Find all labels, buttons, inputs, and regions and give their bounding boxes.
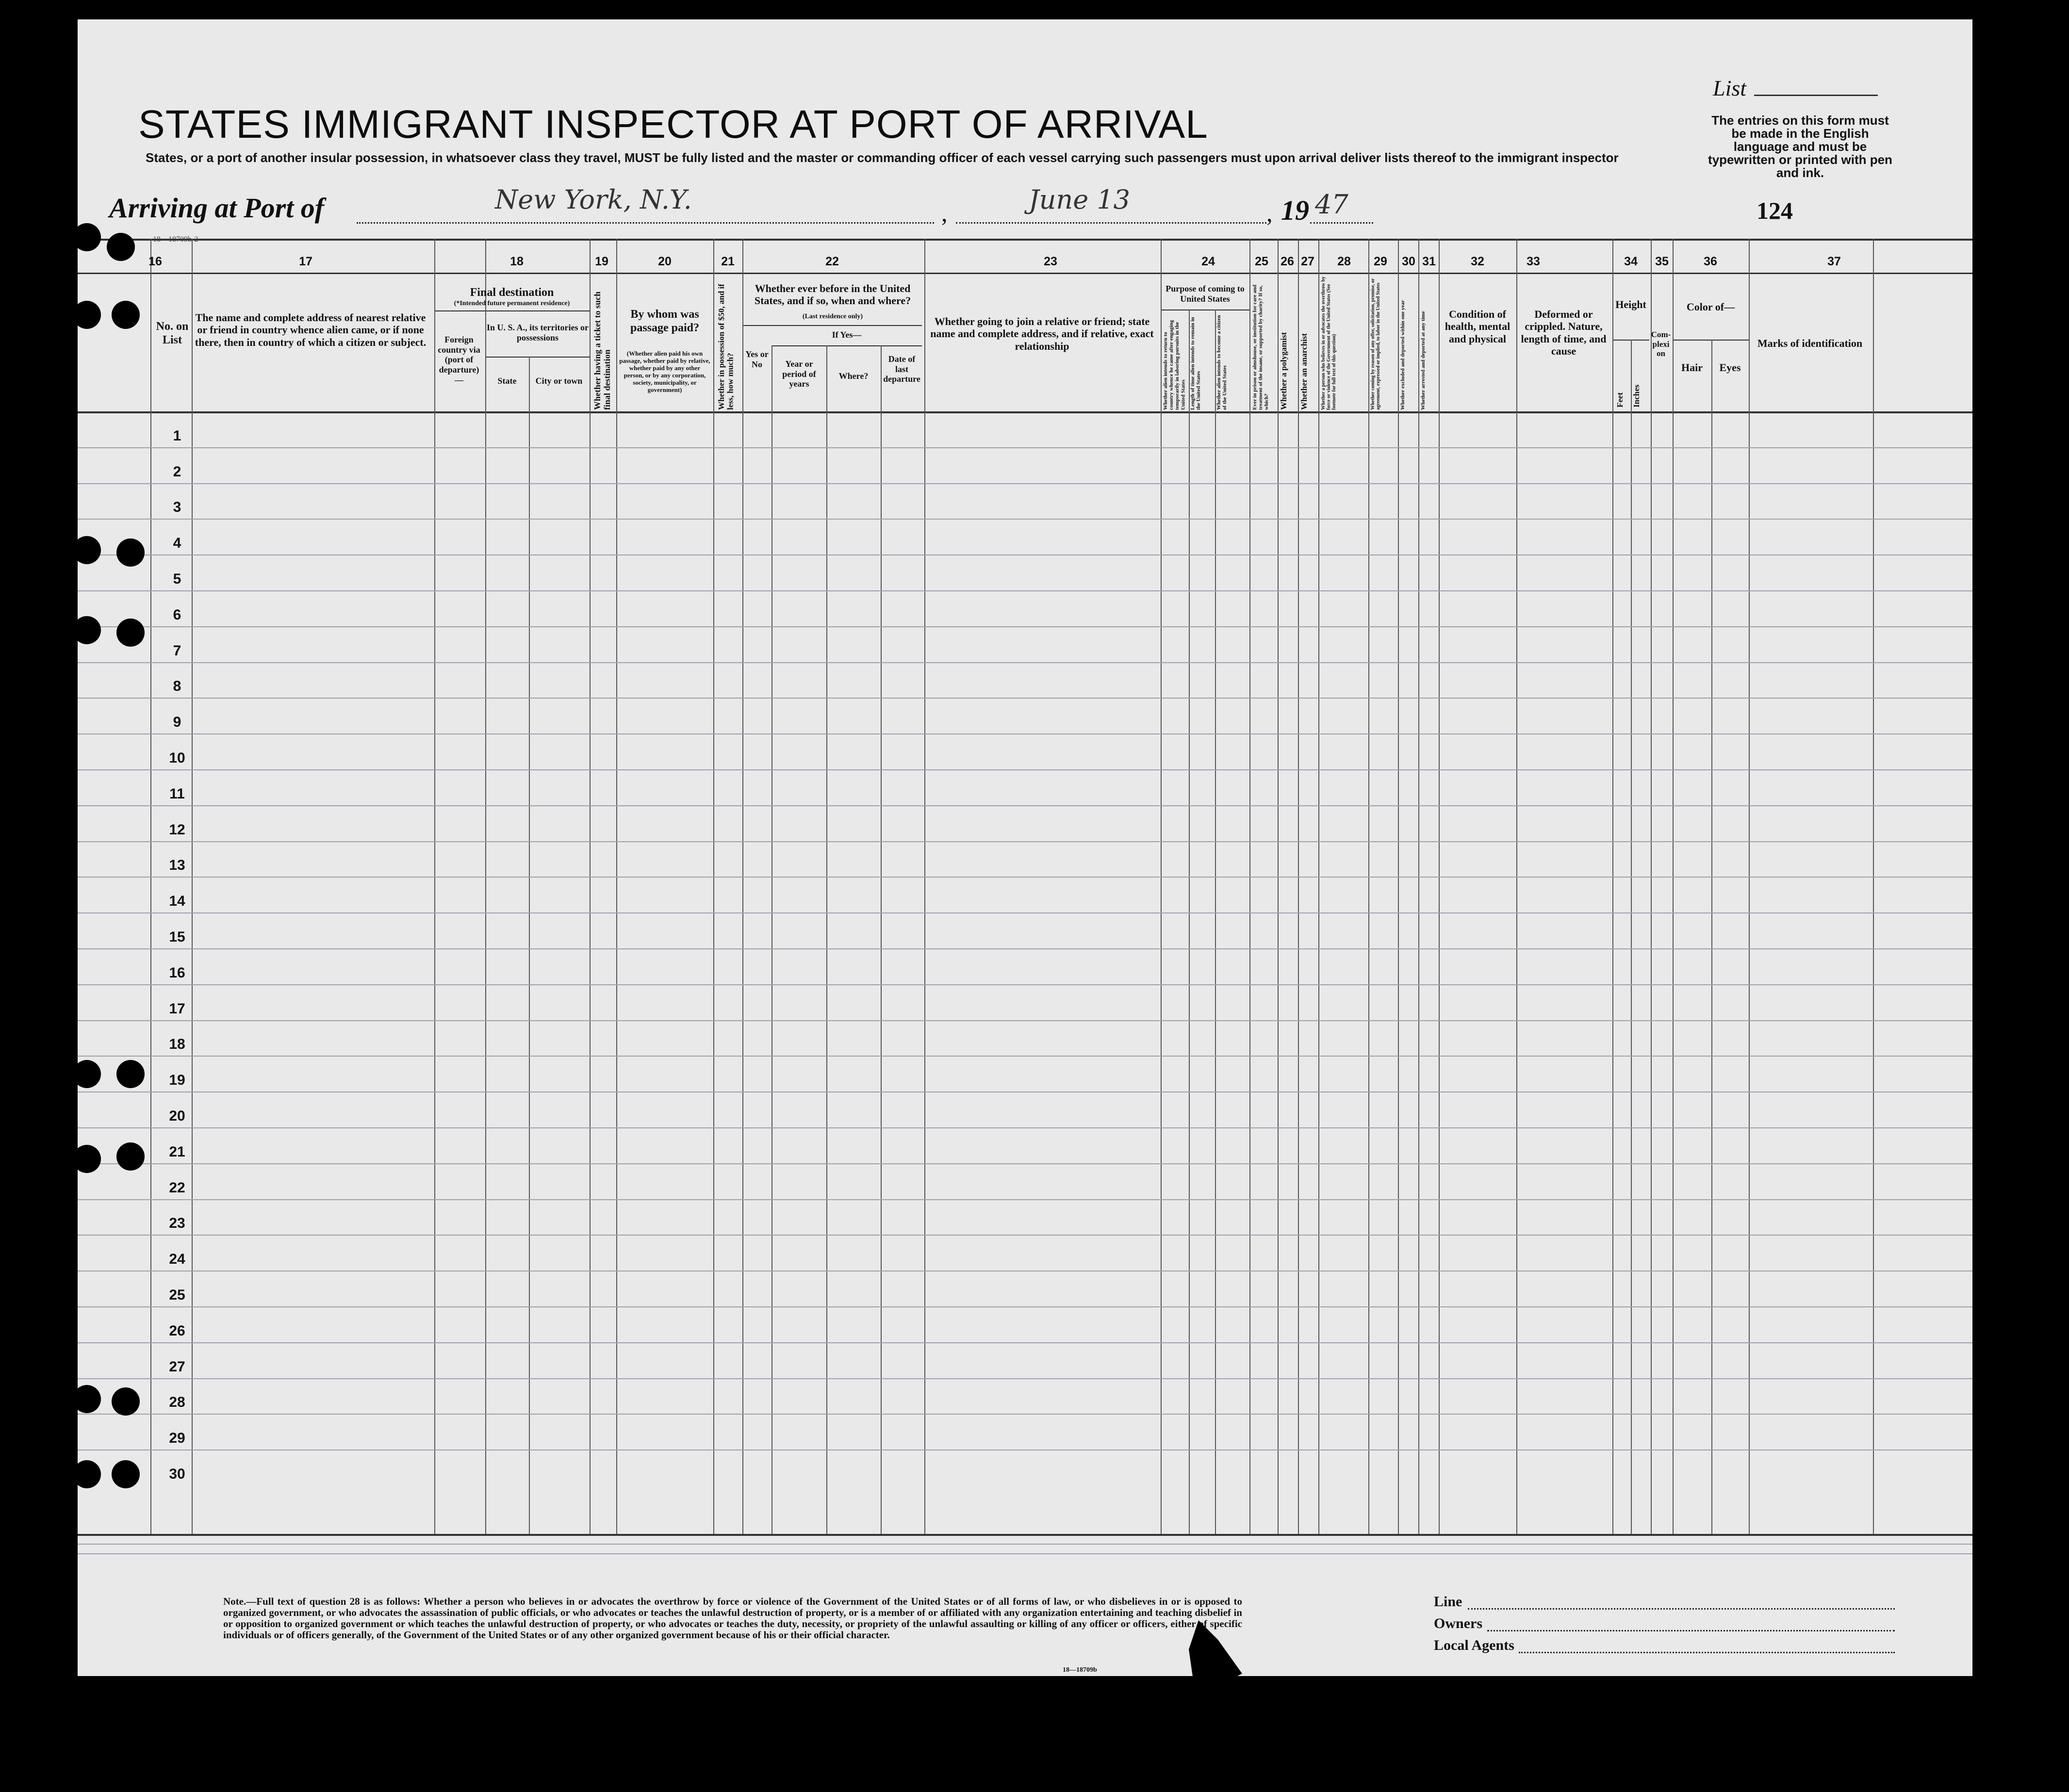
footer-form-code: 18—18709b xyxy=(1063,1666,1097,1674)
header-by-whom-note: (Whether alien paid his own passage, whether paid by relative, whether paid by any other person, or by any corporation, society, municipality, or government) xyxy=(619,350,710,393)
header-complexion: Com-plexion xyxy=(1651,330,1671,358)
header-purpose: Purpose of coming to United States xyxy=(1166,284,1245,304)
grid-subcolumn-line xyxy=(1189,310,1190,1534)
row-line xyxy=(78,590,1972,591)
grid-column-line xyxy=(1873,239,1874,1534)
row-line xyxy=(78,1199,1972,1200)
row-line xyxy=(78,519,1972,520)
row-line xyxy=(78,1091,1972,1092)
grid-column-line xyxy=(1398,239,1399,1534)
header-final-destination-note: (*Intended future permanent residence) xyxy=(454,300,570,307)
grid-subcolumn-line xyxy=(1215,310,1216,1534)
row-line xyxy=(78,483,1972,484)
grid-column-line xyxy=(1249,239,1250,1534)
grid-column-line xyxy=(1161,239,1162,1534)
row-number: 13 xyxy=(169,857,185,874)
ever-before-subline xyxy=(742,325,922,326)
year-prefix: 19 xyxy=(1281,195,1309,226)
grid-column-line xyxy=(1368,239,1369,1534)
grid-column-line xyxy=(742,239,743,1534)
row-line xyxy=(78,1163,1972,1164)
row-line xyxy=(78,805,1972,806)
column-number-25: 25 xyxy=(1255,255,1268,268)
header-q29: Whether coming by reason of any offer, solicitation, promise, or agreement, expressed or implied, to labor in the United States xyxy=(1370,278,1381,410)
line-label: Line xyxy=(1434,1594,1462,1610)
row-line xyxy=(78,1235,1972,1236)
header-yes-no: Yes or No xyxy=(745,349,769,369)
header-marks: Marks of identification xyxy=(1757,337,1863,349)
header-bottom-border xyxy=(78,411,1972,413)
date-handwritten: June 13 xyxy=(1029,184,1131,215)
row-line xyxy=(78,554,1972,555)
list-label: List xyxy=(1713,76,1747,100)
row-line xyxy=(78,1553,1972,1554)
header-height: Height xyxy=(1615,298,1646,310)
column-number-22: 22 xyxy=(825,255,839,268)
column-number-37: 37 xyxy=(1827,255,1841,268)
column-number-24: 24 xyxy=(1201,255,1215,268)
grid-column-line xyxy=(1516,239,1517,1534)
year-handwritten: 47 xyxy=(1315,189,1348,220)
header-join-relative: Whether going to join a relative or friend; state name and complete address, and if relative, exact relationship xyxy=(930,315,1154,352)
header-q31: Whether arrested and deported at any time xyxy=(1420,311,1426,410)
grid-column-line xyxy=(1439,239,1440,1534)
header-last-residence: (Last residence only) xyxy=(802,313,863,320)
row-number: 4 xyxy=(173,535,181,552)
header-city: City or town xyxy=(535,376,583,386)
row-number: 9 xyxy=(173,714,181,731)
header-ever-before: Whether ever before in the United States, and if so, when and where? xyxy=(754,282,911,307)
row-number: 26 xyxy=(169,1322,185,1339)
row-number: 6 xyxy=(173,606,181,623)
punch-hole xyxy=(116,1142,145,1171)
row-number: 15 xyxy=(169,929,185,945)
punch-hole xyxy=(78,1460,101,1488)
row-number: 29 xyxy=(169,1430,185,1447)
punch-hole xyxy=(78,1385,101,1413)
header-year-period: Year or period of years xyxy=(782,359,816,389)
row-line xyxy=(78,1414,1972,1415)
manifest-sheet xyxy=(78,19,1972,1676)
column-number-36: 36 xyxy=(1704,255,1717,268)
header-q28: Whether a person who believes in or advocates the overthrow by force or violence of the Government of the United States (See footnote for full text of this question) xyxy=(1321,277,1337,410)
row-line xyxy=(78,1056,1972,1057)
column-number-30: 30 xyxy=(1402,255,1415,268)
row-number: 7 xyxy=(173,642,181,659)
header-feet: Feet xyxy=(1615,392,1625,407)
column-number-26: 26 xyxy=(1281,255,1294,268)
header-ticket: Whether having a ticket to such final destination xyxy=(592,291,612,410)
grid-column-line xyxy=(1298,239,1299,1534)
row-number: 30 xyxy=(169,1466,185,1482)
punch-hole xyxy=(78,616,101,644)
grid-column-line xyxy=(924,239,925,1534)
port-blank-line xyxy=(357,222,934,224)
column-number-16: 16 xyxy=(148,255,162,268)
punch-hole xyxy=(107,233,135,261)
row-number: 18 xyxy=(169,1036,185,1053)
row-line xyxy=(78,1020,1972,1021)
row-line xyxy=(78,841,1972,842)
grid-subcolumn-line xyxy=(826,345,827,1534)
final-dest-subline xyxy=(434,310,590,311)
grid-column-line xyxy=(1673,239,1674,1534)
column-number-35: 35 xyxy=(1655,255,1669,268)
grid-column-line xyxy=(1651,239,1652,1534)
punch-hole xyxy=(78,1145,101,1173)
header-condition: Condition of health, mental and physical xyxy=(1445,308,1511,345)
header-where: Where? xyxy=(838,371,869,381)
header-no-on-list: No. on List xyxy=(156,320,189,346)
column-number-31: 31 xyxy=(1422,255,1436,268)
header-deformed: Deformed or crippled. Nature, length of time, and cause xyxy=(1521,308,1607,357)
grid-column-line xyxy=(713,239,714,1534)
row-line xyxy=(78,1378,1972,1379)
column-number-32: 32 xyxy=(1471,255,1484,268)
punch-hole xyxy=(112,301,140,329)
table-bottom-border xyxy=(78,1534,1972,1536)
column-number-18: 18 xyxy=(510,255,524,268)
grid-subcolumn-line xyxy=(881,345,882,1534)
header-polygamist: Whether a polygamist xyxy=(1279,332,1288,410)
header-nearest-relative: The name and complete address of nearest relative or friend in country whence alien came, or if none there, then in country of which a citizen or subject. xyxy=(195,311,427,348)
column-number-27: 27 xyxy=(1301,255,1314,268)
header-eyes: Eyes xyxy=(1719,361,1741,374)
row-number: 23 xyxy=(169,1215,185,1232)
row-number: 2 xyxy=(173,463,181,480)
punch-hole xyxy=(78,301,101,329)
grid-column-line xyxy=(485,239,486,1534)
row-line xyxy=(78,733,1972,734)
row-number: 19 xyxy=(169,1072,185,1089)
row-number: 5 xyxy=(173,571,181,587)
header-prison: Ever in prison or almshouse, or institution for care and treatment of the insane, or supported by charity? If so, which? xyxy=(1252,284,1270,410)
header-purpose-a: Whether alien intends to return to country whence he came after engaging temporarily in laboring pursuits in the United States xyxy=(1163,320,1186,410)
column-number-34: 34 xyxy=(1624,255,1638,268)
column-number-33: 33 xyxy=(1527,255,1540,268)
local-agents-blank xyxy=(1519,1652,1895,1653)
header-final-destination: Final destination xyxy=(470,286,554,299)
row-line xyxy=(78,769,1972,770)
grid-column-line xyxy=(1749,239,1750,1534)
year-blank-line xyxy=(1310,222,1373,224)
header-if-yes: If Yes— xyxy=(832,330,862,340)
grid-column-line xyxy=(150,239,151,1534)
row-line xyxy=(78,698,1972,699)
header-color-of: Color of— xyxy=(1686,301,1735,313)
row-number: 12 xyxy=(169,821,185,838)
footnote-question-28: Note.—Full text of question 28 is as follows: Whether a person who believes in or advocates the overthrow by force or violence of the Government of the United States or of all forms of law, or who disbelieves in or is opposed to organized government, or who advocates the assassination of public officials, or who advocates or teaches the unlawful destruction of property, or is a member of or affiliated with any organization entertaining and teaching disbelief in or opposition to organized government or which teaches the unlawful destruction of property, or who advocates or teaches the duty, necessity, or propriety of the unlawful assaulting or killing of any officer or officers, either of specific individuals or of officers generally, of the Government of the United States or of any other organized government because of his or their official character. xyxy=(223,1596,1242,1641)
row-number: 11 xyxy=(169,785,185,802)
punch-hole xyxy=(112,1460,140,1488)
owners-blank xyxy=(1487,1630,1895,1631)
comma-glyph: , xyxy=(941,199,948,227)
row-line xyxy=(78,1127,1972,1128)
column-number-20: 20 xyxy=(658,255,672,268)
row-number: 20 xyxy=(169,1108,185,1124)
row-line xyxy=(78,447,1972,448)
paper-tear xyxy=(1189,1620,1247,1676)
grid-column-line xyxy=(1278,239,1279,1534)
grid-column-line xyxy=(590,239,591,1534)
row-number: 1 xyxy=(173,427,181,444)
punch-hole xyxy=(78,1060,101,1088)
page-subtitle: States, or a port of another insular possession, in whatsoever class they travel, MUST be fully listed and the master or commanding officer of each vessel carrying such passengers must upon arrival deliver lists thereof to the immigrant inspector xyxy=(146,150,1619,165)
row-number: 10 xyxy=(169,750,185,766)
row-number: 3 xyxy=(173,499,181,516)
grid-column-line xyxy=(616,239,617,1534)
header-purpose-b: Length of time alien intends to remain in the United States xyxy=(1190,317,1202,410)
column-number-21: 21 xyxy=(721,255,735,268)
row-line xyxy=(78,984,1972,985)
row-number: 25 xyxy=(169,1287,185,1303)
column-number-border xyxy=(78,273,1972,274)
if-yes-subline xyxy=(772,345,922,346)
column-number-28: 28 xyxy=(1337,255,1351,268)
list-number: 124 xyxy=(1757,197,1793,224)
row-line xyxy=(78,912,1972,913)
grid-column-line xyxy=(1418,239,1419,1534)
punch-hole xyxy=(78,536,101,564)
header-foreign-country: Foreign country via (port of departure)— xyxy=(438,335,480,385)
punch-hole xyxy=(116,1060,145,1088)
english-language-notice: The entries on this form must be made in the English language and must be typewritten or printed with pen and ink. xyxy=(1708,113,1892,180)
column-number-23: 23 xyxy=(1044,255,1057,268)
row-number: 28 xyxy=(169,1394,185,1411)
page-title: STATES IMMIGRANT INSPECTOR AT PORT OF ARRIVAL xyxy=(138,102,1208,147)
row-number: 8 xyxy=(173,678,181,695)
row-number: 16 xyxy=(169,964,185,981)
row-line xyxy=(78,948,1972,949)
row-number: 17 xyxy=(169,1000,185,1017)
punch-hole xyxy=(116,538,145,567)
row-number: 21 xyxy=(169,1143,185,1160)
punch-hole xyxy=(78,223,101,251)
row-line xyxy=(78,1544,1972,1545)
table-top-border xyxy=(78,239,1972,241)
grid-column-line xyxy=(1318,239,1319,1534)
header-date-departure: Date of last departure xyxy=(883,354,920,384)
row-number: 27 xyxy=(169,1358,185,1375)
row-line xyxy=(78,662,1972,663)
column-number-19: 19 xyxy=(595,255,608,268)
line-blank xyxy=(1468,1608,1895,1610)
color-subline xyxy=(1673,340,1749,341)
header-anarchist: Whether an anarchist xyxy=(1299,333,1309,410)
arriving-port-label: Arriving at Port of xyxy=(109,192,325,224)
row-line xyxy=(78,877,1972,878)
row-line xyxy=(78,626,1972,627)
header-inches: Inches xyxy=(1632,384,1641,407)
grid-subcolumn-line xyxy=(529,357,530,1534)
header-state: State xyxy=(497,376,517,386)
row-line xyxy=(78,1306,1972,1307)
header-q30: Whether excluded and deported within one year xyxy=(1400,300,1406,410)
header-by-whom: By whom was passage paid? xyxy=(630,308,700,334)
header-hair: Hair xyxy=(1681,361,1703,374)
owners-label: Owners xyxy=(1434,1615,1482,1631)
row-number: 24 xyxy=(169,1251,185,1268)
local-agents-label: Local Agents xyxy=(1434,1637,1514,1653)
list-blank-line xyxy=(1754,95,1878,96)
port-handwritten: New York, N.Y. xyxy=(495,184,692,215)
column-number-29: 29 xyxy=(1374,255,1387,268)
grid-column-line xyxy=(434,239,435,1534)
usa-subline xyxy=(485,357,590,358)
row-line xyxy=(78,1342,1972,1343)
punch-hole xyxy=(112,1387,140,1416)
row-number: 14 xyxy=(169,893,185,910)
header-fifty-dollars: Whether in possession of $50, and if less, how much? xyxy=(717,284,735,410)
header-purpose-c: Whether alien intends to become a citizen of the United States xyxy=(1216,315,1228,410)
row-number: 22 xyxy=(169,1179,185,1196)
date-blank-line xyxy=(956,222,1266,224)
grid-column-line xyxy=(1612,239,1613,1534)
form-code: 18—18709b-2 xyxy=(153,235,198,244)
column-number-17: 17 xyxy=(299,255,312,268)
punch-hole xyxy=(116,619,145,647)
header-in-usa: In U. S. A., its territories or possessions xyxy=(487,323,589,342)
comma-glyph-2: , xyxy=(1266,199,1273,227)
